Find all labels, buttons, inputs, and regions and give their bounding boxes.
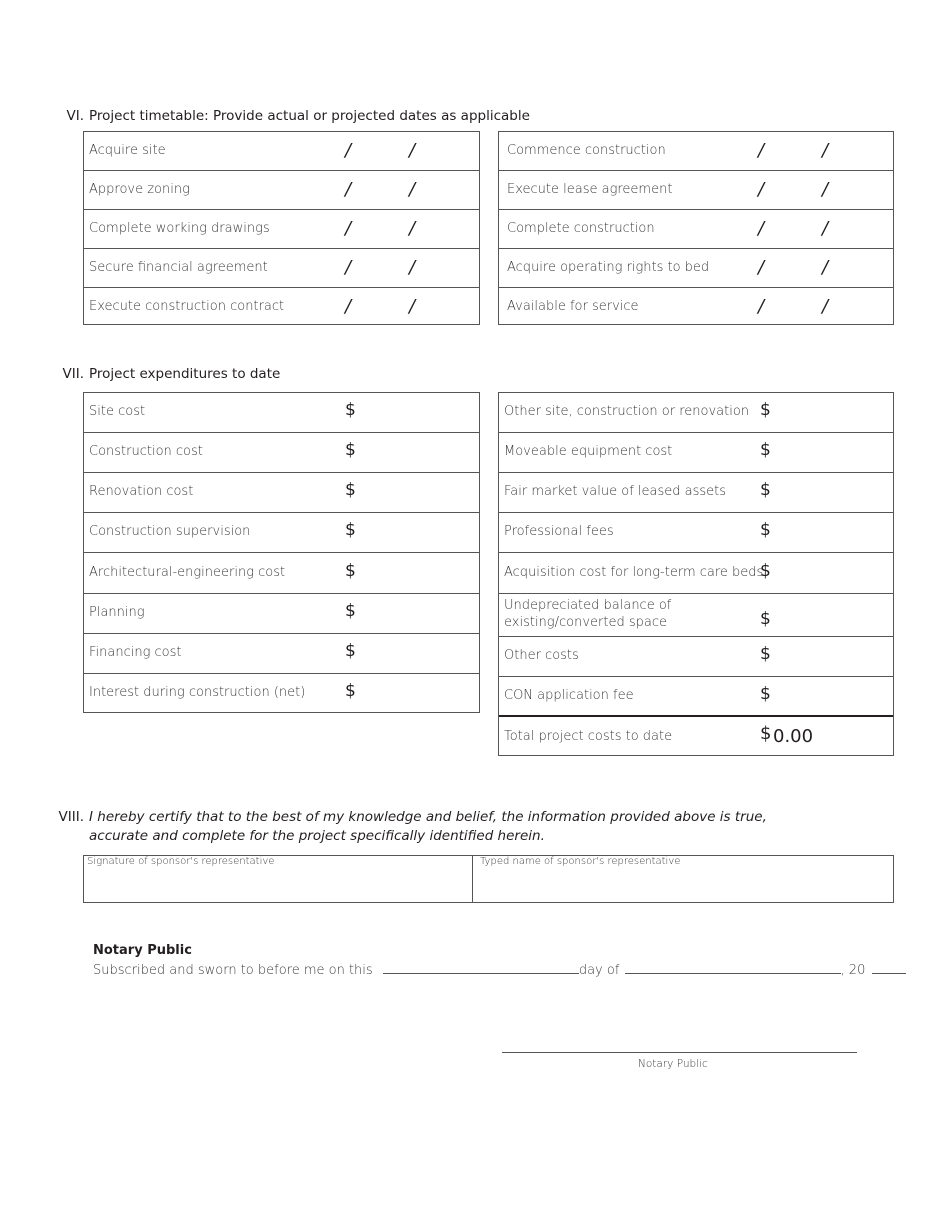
timetable-row	[84, 132, 479, 171]
dollar-sign: $	[760, 400, 771, 420]
expenditure-row	[499, 513, 893, 553]
expenditure-label: Architectural-engineering cost	[89, 565, 286, 580]
expenditure-row	[84, 634, 479, 674]
notary-statement	[93, 962, 906, 978]
expenditure-label: Financing cost	[89, 645, 182, 660]
date-separator: /	[345, 257, 352, 278]
section-vi-heading	[0, 108, 950, 128]
expenditure-row	[84, 433, 479, 473]
timetable-label: Approve zoning	[89, 182, 190, 197]
dollar-sign: $	[345, 641, 356, 661]
expenditure-label: CON application fee	[504, 688, 634, 703]
expenditure-label: Other site, construction or renovation	[504, 404, 750, 419]
expenditure-label: Professional fees	[504, 524, 614, 539]
date-separator: /	[822, 296, 829, 317]
notary-signature-line[interactable]	[502, 1052, 857, 1053]
date-separator: /	[409, 140, 416, 161]
expenditure-label-line1: Undepreciated balance of	[504, 598, 672, 613]
expenditure-label: Construction cost	[89, 444, 203, 459]
timetable-row	[84, 171, 479, 210]
expenditure-row	[84, 594, 479, 634]
timetable-row	[84, 210, 479, 249]
section-vi-number: VI.	[66, 108, 84, 124]
date-separator: /	[345, 140, 352, 161]
dollar-sign: $	[760, 480, 771, 500]
signature-box	[83, 855, 894, 903]
date-separator: /	[822, 179, 829, 200]
timetable-row	[499, 171, 893, 210]
dollar-sign: $	[760, 723, 772, 744]
dollar-sign: $	[760, 440, 771, 460]
date-separator: /	[409, 296, 416, 317]
expenditure-label: Other costs	[504, 648, 579, 663]
expenditure-label: Acquisition cost for long-term care beds	[504, 565, 764, 580]
expenditure-row	[499, 433, 893, 473]
expenditure-label: Renovation cost	[89, 484, 194, 499]
total-value: 0.00	[773, 726, 814, 747]
timetable-label: Complete construction	[507, 221, 655, 236]
date-separator: /	[758, 179, 765, 200]
dollar-sign: $	[760, 609, 771, 629]
signature-caption: Signature of sponsor's representative	[87, 856, 275, 867]
typed-name-caption: Typed name of sponsor's representative	[480, 856, 681, 867]
day-field[interactable]	[383, 962, 579, 974]
expenditure-row	[499, 677, 893, 717]
expenditures-left-box	[83, 392, 480, 713]
dollar-sign: $	[760, 684, 771, 704]
dollar-sign: $	[760, 520, 771, 540]
date-separator: /	[345, 218, 352, 239]
expenditure-label-line2: existing/converted space	[504, 615, 667, 630]
date-separator: /	[822, 218, 829, 239]
expenditure-row	[84, 393, 479, 433]
date-separator: /	[345, 179, 352, 200]
timetable-row	[84, 288, 479, 326]
expenditure-label: Interest during construction (net)	[89, 685, 306, 700]
dollar-sign: $	[345, 601, 356, 621]
month-field[interactable]	[625, 962, 841, 974]
dollar-sign: $	[760, 561, 771, 581]
section-vi-title: Project timetable: Provide actual or projected dates as applicable	[89, 108, 530, 124]
expenditure-row	[84, 513, 479, 553]
date-separator: /	[345, 296, 352, 317]
signature-field[interactable]	[84, 856, 473, 902]
notary-text-before: Subscribed and sworn to before me on this	[93, 963, 373, 978]
timetable-label: Acquire site	[89, 143, 166, 158]
expenditure-label: Construction supervision	[89, 524, 251, 539]
expenditure-label: Fair market value of leased assets	[504, 484, 727, 499]
date-separator: /	[758, 218, 765, 239]
expenditure-row	[499, 553, 893, 594]
dollar-sign: $	[345, 440, 356, 460]
date-separator: /	[822, 140, 829, 161]
notary-text-day-of: day of	[578, 963, 620, 978]
timetable-label: Available for service	[507, 299, 639, 314]
date-separator: /	[409, 257, 416, 278]
timetable-label: Execute lease agreement	[507, 182, 673, 197]
date-separator: /	[409, 218, 416, 239]
section-vii-heading	[0, 366, 950, 386]
year-field[interactable]	[872, 962, 906, 974]
expenditure-row	[499, 637, 893, 677]
expenditure-row	[499, 393, 893, 433]
timetable-label: Commence construction	[507, 143, 666, 158]
timetable-label: Execute construction contract	[89, 299, 285, 314]
timetable-row	[499, 132, 893, 171]
dollar-sign: $	[345, 520, 356, 540]
expenditure-row	[84, 674, 479, 714]
expenditure-row	[84, 473, 479, 513]
dollar-sign: $	[760, 644, 771, 664]
notary-signature-caption: Notary Public	[638, 1058, 708, 1070]
timetable-left-box	[83, 131, 480, 325]
timetable-row	[499, 249, 893, 288]
timetable-row	[499, 210, 893, 249]
section-viii-number: VIII.	[58, 809, 84, 825]
total-label: Total project costs to date	[504, 729, 673, 744]
date-separator: /	[409, 179, 416, 200]
total-row	[499, 718, 893, 757]
timetable-right-box	[498, 131, 894, 325]
timetable-label: Acquire operating rights to bed	[507, 260, 710, 275]
expenditure-row	[499, 473, 893, 513]
dollar-sign: $	[345, 561, 356, 581]
expenditure-label: Moveable equipment cost	[504, 444, 673, 459]
typed-name-field[interactable]	[473, 856, 893, 902]
timetable-row	[84, 249, 479, 288]
notary-text-year: , 20	[840, 963, 866, 978]
section-vii-number: VII.	[62, 366, 84, 382]
date-separator: /	[822, 257, 829, 278]
expenditure-label: Planning	[89, 605, 145, 620]
date-separator: /	[758, 140, 765, 161]
timetable-label: Secure financial agreement	[89, 260, 268, 275]
timetable-label: Complete working drawings	[89, 221, 270, 236]
certification-line-2: accurate and complete for the project specifically identified herein.	[89, 828, 545, 844]
date-separator: /	[758, 257, 765, 278]
section-vii-title: Project expenditures to date	[89, 366, 281, 382]
expenditure-row	[84, 553, 479, 594]
dollar-sign: $	[345, 400, 356, 420]
dollar-sign: $	[345, 681, 356, 701]
notary-title: Notary Public	[93, 943, 192, 958]
date-separator: /	[758, 296, 765, 317]
dollar-sign: $	[345, 480, 356, 500]
section-viii-certification	[0, 808, 950, 848]
expenditure-row	[499, 594, 893, 637]
timetable-row	[499, 288, 893, 326]
expenditure-label: Site cost	[89, 404, 146, 419]
expenditures-right-box	[498, 392, 894, 756]
certification-line-1: I hereby certify that to the best of my knowledge and belief, the information provided above is true,	[89, 809, 767, 825]
